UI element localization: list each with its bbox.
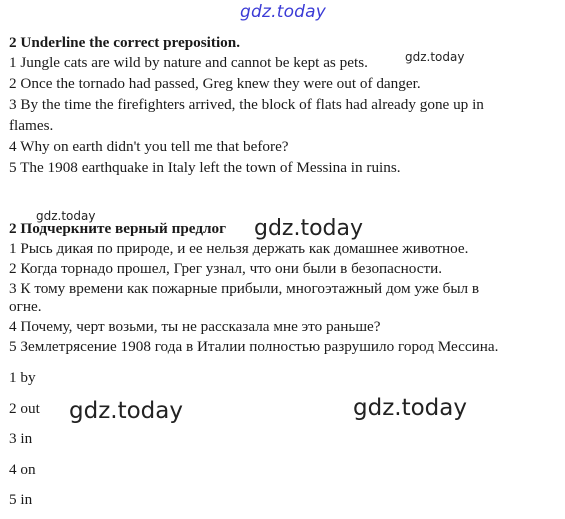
answer-4: 4 on: [9, 461, 36, 478]
watermark-russian-left: gdz.today: [36, 209, 96, 223]
answer-5: 5 in: [9, 491, 33, 508]
russian-item-2: 2 Когда торнадо прошел, Грег узнал, что они были в безопасности.: [9, 260, 443, 277]
russian-item-3: 3 К тому времени как пожарные прибыли, многоэтажный дом уже был в: [9, 280, 480, 297]
answer-1: 1 by: [9, 369, 36, 386]
english-item-2: 2 Once the tornado had passed, Greg knew they were out of danger.: [9, 75, 421, 92]
russian-item-1: 1 Рысь дикая по природе, и ее нельзя держать как домашнее животное.: [9, 240, 469, 257]
english-item-3-continued: flames.: [9, 117, 54, 134]
russian-item-5: 5 Землетрясение 1908 года в Италии полностью разрушило город Мессина.: [9, 338, 499, 355]
watermark-top: gdz.today: [240, 2, 327, 22]
russian-item-4: 4 Почему, черт возьми, ты не рассказала мне это раньше?: [9, 318, 381, 335]
answer-2: 2 out: [9, 400, 40, 417]
russian-heading: 2 Подчеркните верный предлог: [9, 220, 227, 237]
english-item-4: 4 Why on earth didn't you tell me that before?: [9, 138, 289, 155]
english-heading: 2 Underline the correct preposition.: [9, 34, 241, 51]
watermark-russian-heading: gdz.today: [254, 216, 364, 241]
watermark-answers-left: gdz.today: [69, 398, 183, 424]
russian-item-3-continued: огне.: [9, 298, 42, 315]
watermark-answers-right: gdz.today: [353, 395, 467, 421]
english-item-5: 5 The 1908 earthquake in Italy left the town of Messina in ruins.: [9, 159, 401, 176]
english-item-3: 3 By the time the firefighters arrived, the block of flats had already gone up in: [9, 96, 484, 113]
answer-3: 3 in: [9, 430, 33, 447]
watermark-english-right: gdz.today: [405, 50, 465, 64]
english-item-1: 1 Jungle cats are wild by nature and cannot be kept as pets.: [9, 54, 368, 71]
